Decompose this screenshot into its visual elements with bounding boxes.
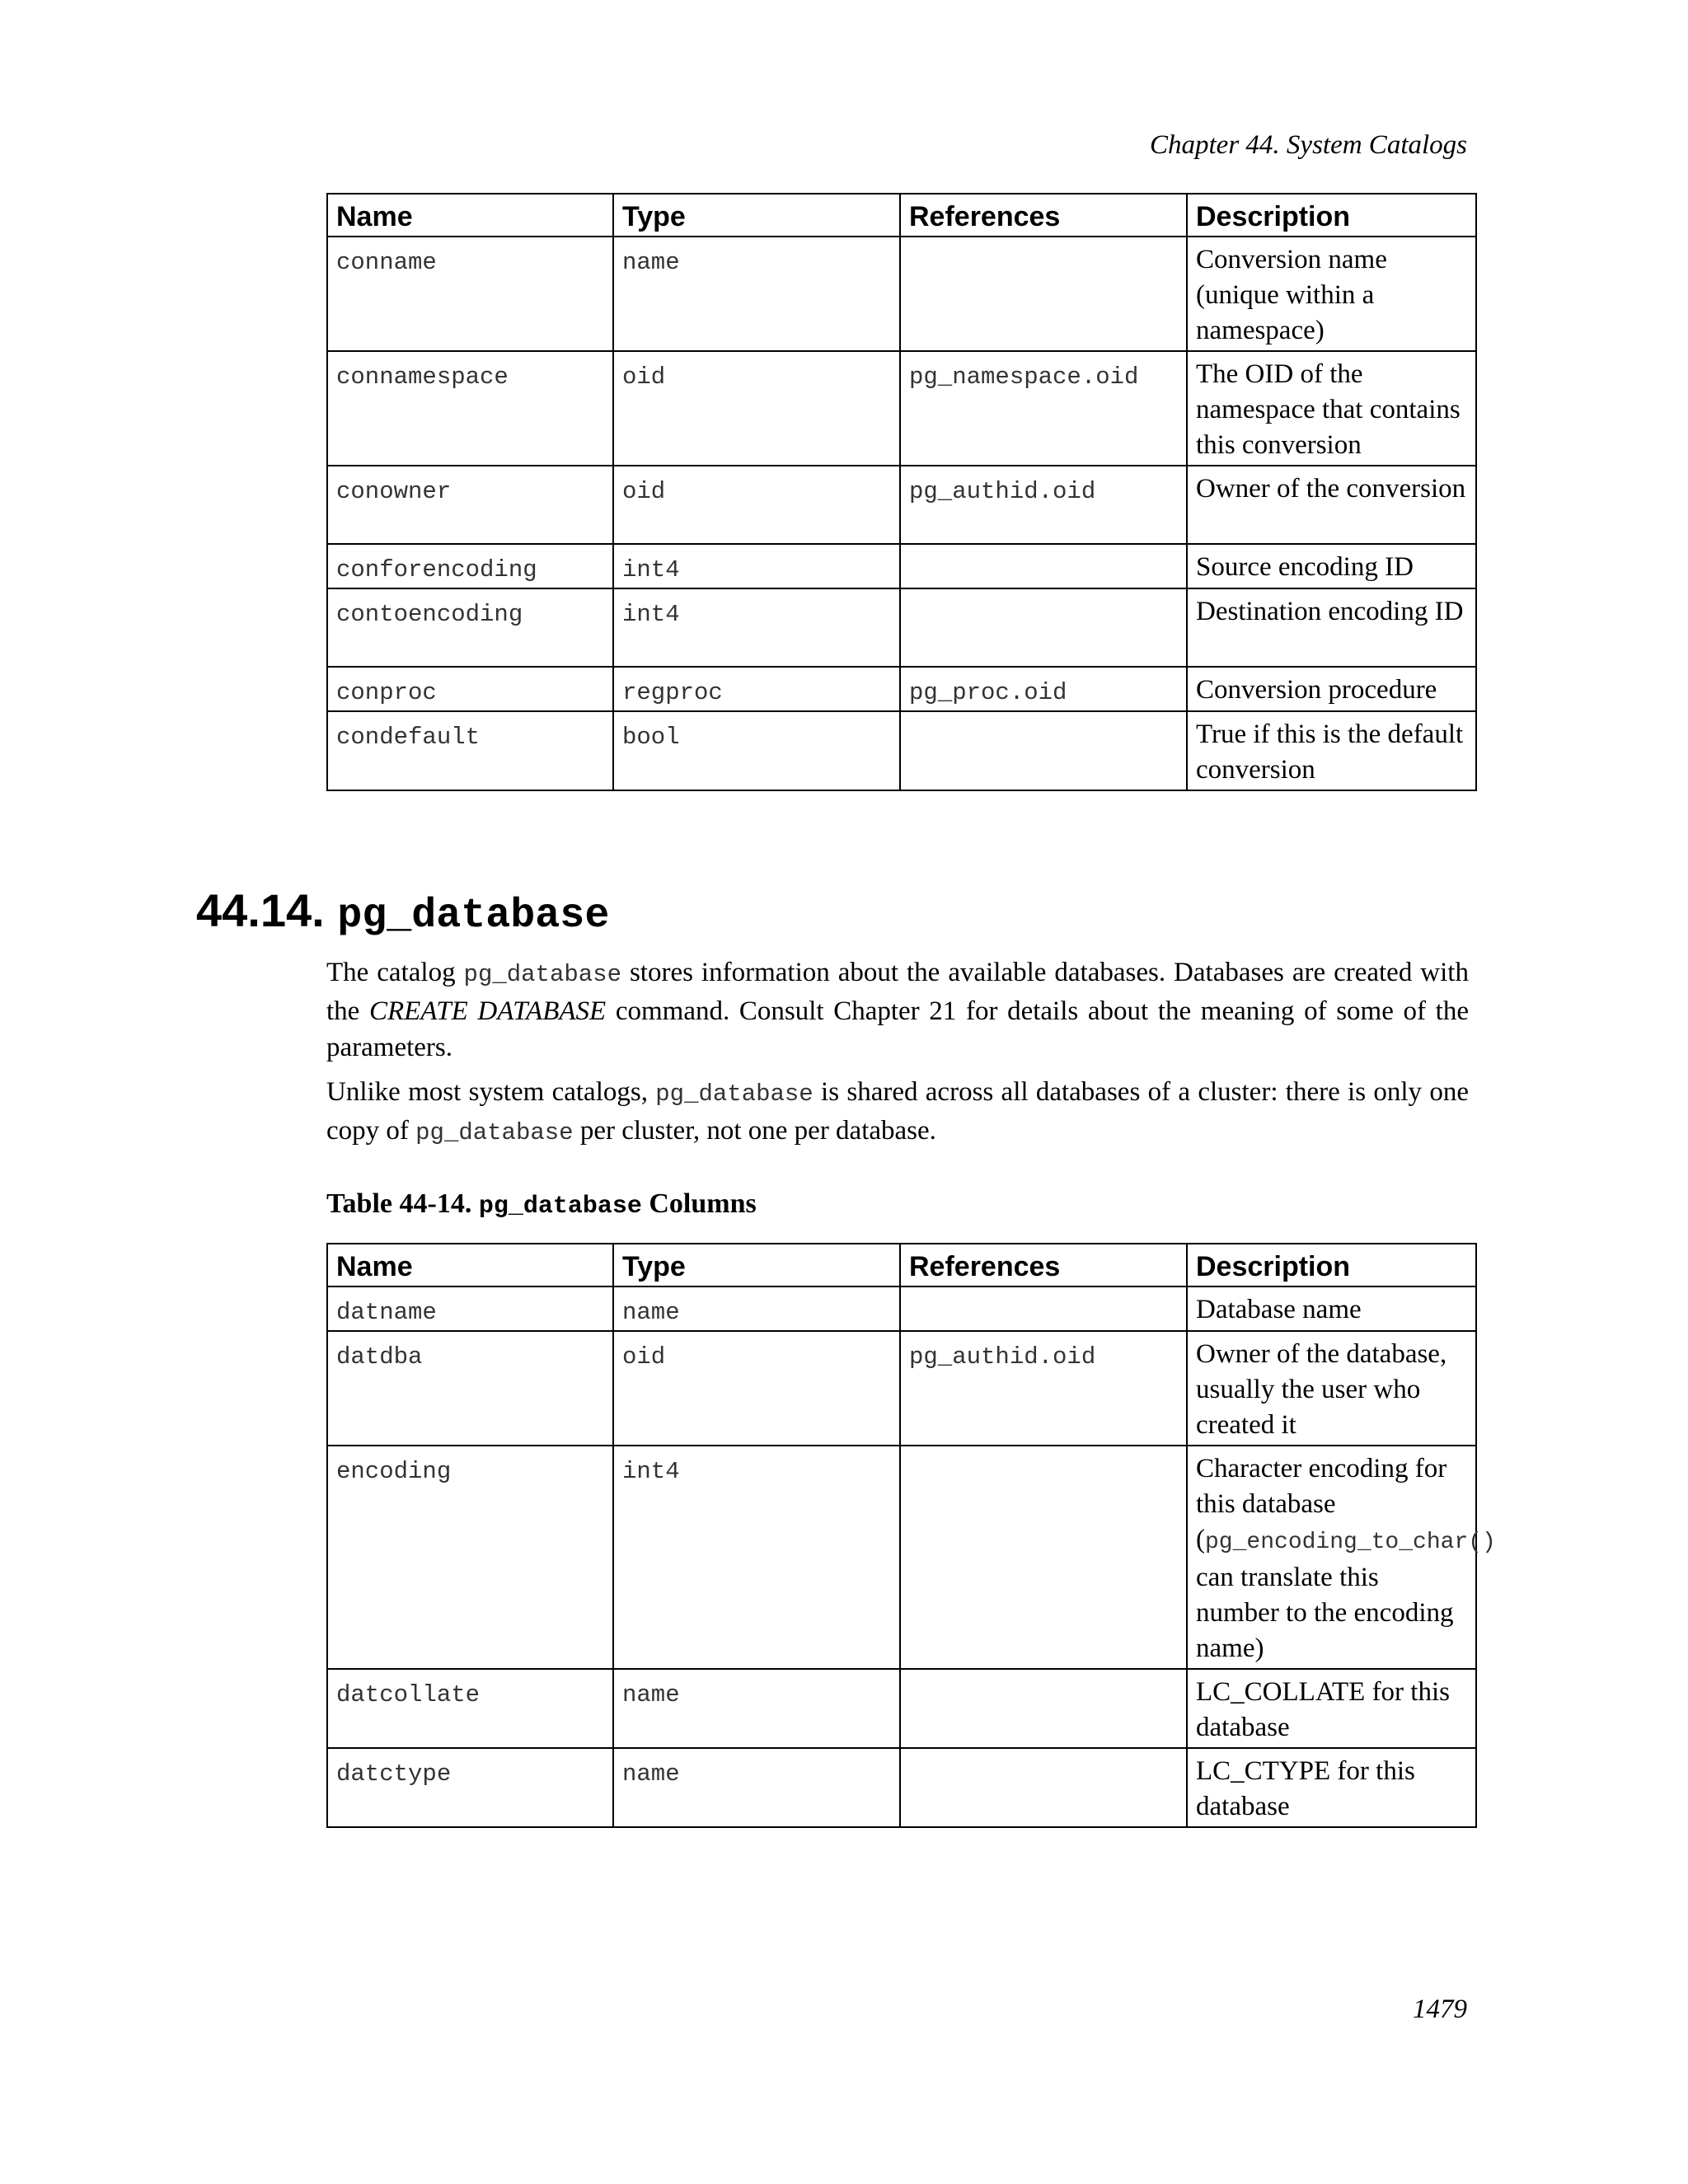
cell-references [900, 711, 1187, 790]
cell-type: bool [613, 711, 900, 790]
cell-description: Destination encoding ID [1187, 588, 1476, 667]
cell-name: contoencoding [327, 588, 613, 667]
section-catalog-name: pg_database [337, 893, 610, 940]
cell-type: oid [613, 466, 900, 544]
table-row [327, 1669, 1476, 1748]
table-row [327, 711, 1476, 790]
cell-name: conowner [327, 466, 613, 544]
text-run: stores information about the available databases. Databases are created with the [326, 958, 1469, 1026]
cell-description: Source encoding ID [1187, 544, 1476, 588]
inline-code: pg_database [463, 961, 621, 988]
table-suffix: Columns [641, 1188, 757, 1219]
section-number: 44.14. [196, 884, 325, 936]
table-catalog-name: pg_database [478, 1193, 642, 1221]
cell-references: pg_authid.oid [900, 1331, 1187, 1446]
cell-type: name [613, 1669, 900, 1748]
table-row [327, 1286, 1476, 1331]
column-header-name: Name [327, 194, 613, 237]
inline-code: pg_database [415, 1119, 574, 1146]
cell-name: conproc [327, 667, 613, 711]
text-run: command. Consult Chapter 21 for details about the meaning of some of the parameters. [326, 996, 1469, 1062]
cell-name: connamespace [327, 351, 613, 466]
column-header-description: Description [1187, 1244, 1476, 1286]
column-header-references: References [900, 1244, 1187, 1286]
cell-references: pg_namespace.oid [900, 351, 1187, 466]
table-header-row [327, 1244, 1476, 1286]
cell-description: LC_COLLATE for this database [1187, 1669, 1476, 1748]
command-name: CREATE DATABASE [368, 996, 607, 1026]
text-run: The catalog [326, 958, 464, 987]
table-title [326, 1188, 757, 1221]
cell-references: pg_authid.oid [900, 466, 1187, 544]
cell-name: conforencoding [327, 544, 613, 588]
table-header-row [327, 194, 1476, 237]
text-run: can translate this number to the encoding name) [1196, 1563, 1454, 1663]
text-run: Character encoding for this database ( [1196, 1454, 1447, 1554]
table-row [327, 351, 1476, 466]
table-row [327, 1446, 1476, 1669]
column-header-type: Type [613, 1244, 900, 1286]
cell-type: oid [613, 351, 900, 466]
cell-description: Database name [1187, 1286, 1476, 1331]
text-run: is shared across all databases of a cluster: there is only one copy of [326, 1077, 1469, 1146]
database-columns-table [326, 1243, 1496, 1828]
cell-name: datname [327, 1286, 613, 1331]
cell-description [1187, 1446, 1496, 1669]
table-row [327, 667, 1476, 711]
running-head: Chapter 44. System Catalogs [1150, 130, 1467, 160]
cell-references: pg_proc.oid [900, 667, 1187, 711]
cell-name: datdba [327, 1331, 613, 1446]
table-label: Table 44-14. [326, 1188, 479, 1219]
cell-type: name [613, 237, 900, 351]
cell-description: Owner of the database, usually the user who created it [1187, 1331, 1476, 1446]
column-header-description: Description [1187, 194, 1476, 237]
cell-references [900, 544, 1187, 588]
cell-references [900, 1748, 1187, 1827]
cell-references [900, 1286, 1187, 1331]
page-number: 1479 [1413, 1994, 1467, 2024]
cell-type: int4 [613, 1446, 900, 1669]
cell-references [900, 1446, 1187, 1669]
table-row [327, 544, 1476, 588]
cell-description: LC_CTYPE for this database [1187, 1748, 1476, 1827]
inline-code: pg_database [655, 1080, 814, 1108]
table-row [327, 1331, 1476, 1446]
cell-description: The OID of the namespace that contains this conversion [1187, 351, 1476, 466]
conversion-columns-table [326, 193, 1477, 791]
column-header-references: References [900, 194, 1187, 237]
cell-description: Conversion procedure [1187, 667, 1476, 711]
cell-name: encoding [327, 1446, 613, 1669]
cell-description: True if this is the default conversion [1187, 711, 1476, 790]
cell-type: name [613, 1286, 900, 1331]
table-row [327, 237, 1476, 351]
cell-name: datctype [327, 1748, 613, 1827]
cell-references [900, 237, 1187, 351]
cell-references [900, 588, 1187, 667]
cell-description: Owner of the conversion [1187, 466, 1476, 544]
cell-name: conname [327, 237, 613, 351]
shared-catalog-paragraph [326, 1074, 1469, 1151]
cell-references [900, 1669, 1187, 1748]
cell-name: condefault [327, 711, 613, 790]
intro-paragraph [326, 954, 1469, 1066]
section-title [196, 883, 609, 940]
text-run: per cluster, not one per database. [573, 1116, 936, 1146]
column-header-type: Type [613, 194, 900, 237]
table-row [327, 588, 1476, 667]
column-header-name: Name [327, 1244, 613, 1286]
text-run: Unlike most system catalogs, [326, 1077, 656, 1107]
table-row [327, 466, 1476, 544]
table-row [327, 1748, 1476, 1827]
inline-code: pg_encoding_to_char() [1205, 1530, 1496, 1555]
cell-name: datcollate [327, 1669, 613, 1748]
cell-description: Conversion name (unique within a namespace) [1187, 237, 1476, 351]
cell-type: int4 [613, 544, 900, 588]
cell-type: oid [613, 1331, 900, 1446]
cell-type: name [613, 1748, 900, 1827]
cell-type: regproc [613, 667, 900, 711]
cell-type: int4 [613, 588, 900, 667]
